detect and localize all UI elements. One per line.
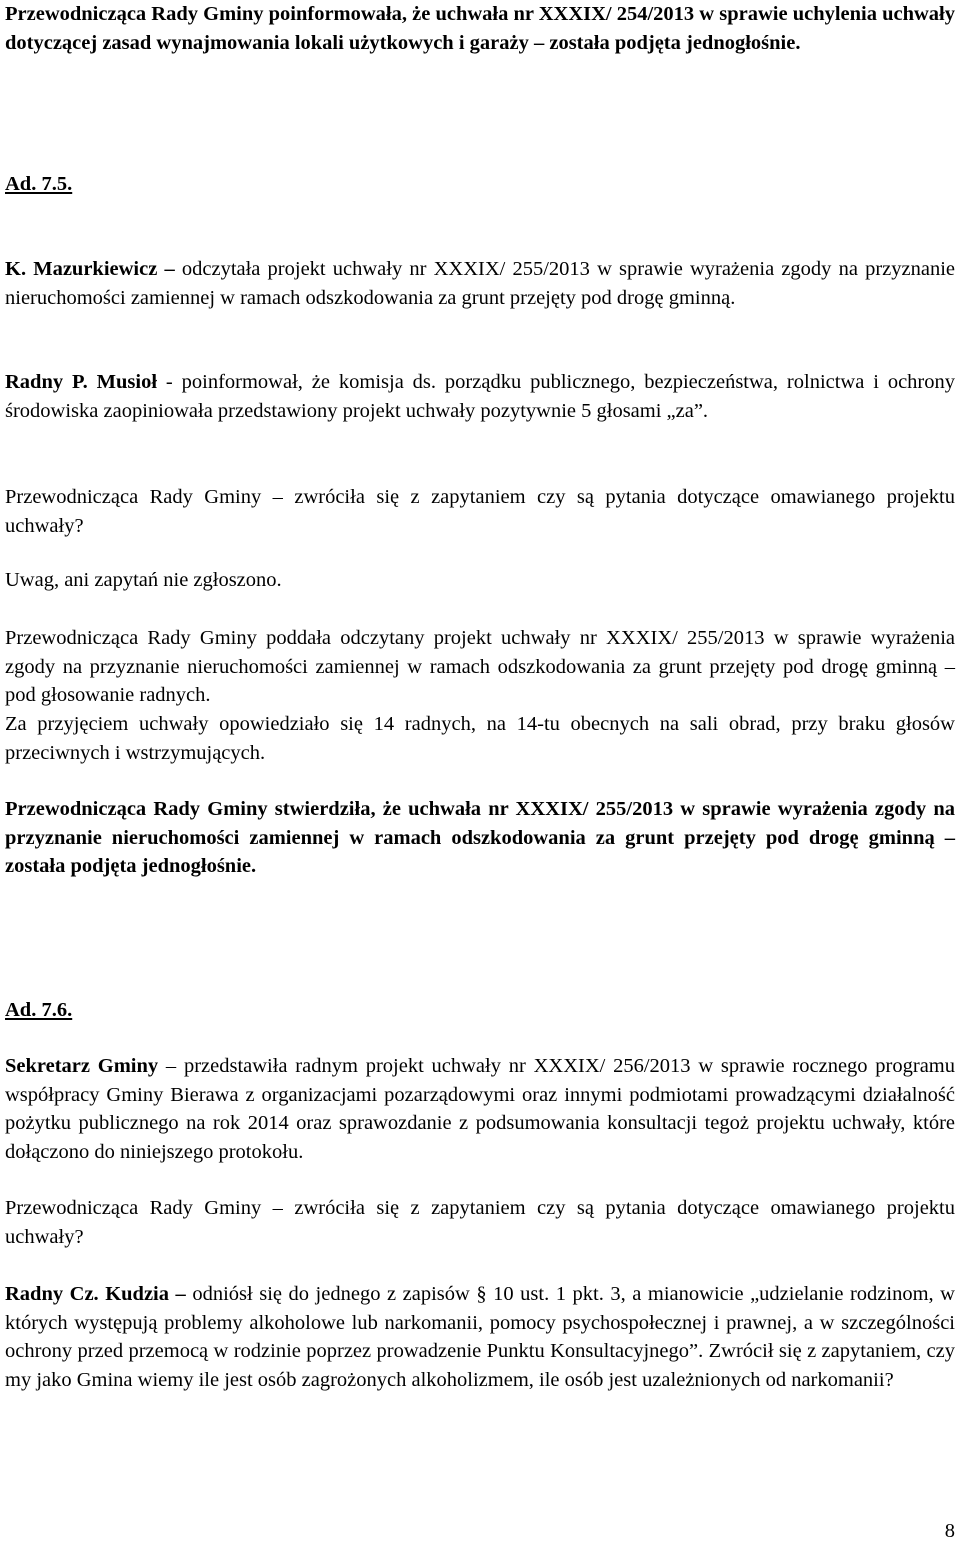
speaker-kudzia: Radny Cz. Kudzia – xyxy=(5,1283,186,1305)
chair-question-2-text: Przewodnicząca Rady Gminy – zwróciła się z zapytaniem czy są pytania dotyczące omawianego projektu uchwały? xyxy=(5,1197,955,1248)
heading-ad-7-5 xyxy=(5,170,955,199)
chair-question-1-text: Przewodnicząca Rady Gminy – zwróciła się z zapytaniem czy są pytania dotyczące omawianego projektu uchwały? xyxy=(5,486,955,537)
page-number: 8 xyxy=(944,1520,955,1542)
paragraph-musiol xyxy=(5,368,955,425)
vote-submission-text: Przewodnicząca Rady Gminy poddała odczytany projekt uchwały nr XXXIX/ 255/2013 w sprawie wyrażenia zgody na przyznanie nieruchomości zamiennej w ramach odszkodowania za grunt przejęty pod drogę gminną – pod głosowanie radnych. xyxy=(5,627,955,706)
secretary-text: – przedstawiła radnym projekt uchwały nr XXXIX/ 256/2013 w sprawie rocznego programu współpracy Gminy Bierawa z organizacjami pozarządowymi oraz innymi podmiotami prowadzącymi działalność pożytku publicznego na rok 2014 oraz sprawozdanie z podsumowania konsultacji tegoż projektu uchwały, które dołączono do niniejszego protokołu. xyxy=(5,1055,956,1163)
vote-result-text: Za przyjęciem uchwały opowiedziało się 14 radnych, na 14-tu obecnych na sali obrad, przy braku głosów przeciwnych i wstrzymujących. xyxy=(5,713,955,764)
heading-ad-7-6-text: Ad. 7.6. xyxy=(5,999,73,1021)
paragraph-no-remarks xyxy=(5,566,955,595)
paragraph-chair-question-1 xyxy=(5,483,955,540)
no-remarks-text: Uwag, ani zapytań nie zgłoszono. xyxy=(5,569,282,591)
paragraph-resolution-254 xyxy=(5,0,955,57)
paragraph-vote-result xyxy=(5,710,955,767)
mazurkiewicz-text: odczytała projekt uchwały nr XXXIX/ 255/2013 w sprawie wyrażenia zgody na przyznanie nieruchomości zamiennej w ramach odszkodowania za grunt przejęty pod drogę gminną. xyxy=(5,258,955,309)
paragraph-mazurkiewicz xyxy=(5,255,955,312)
paragraph-kudzia xyxy=(5,1280,955,1394)
speaker-secretary: Sekretarz Gminy xyxy=(5,1055,159,1077)
resolution-255-text: Przewodnicząca Rady Gminy stwierdziła, że uchwała nr XXXIX/ 255/2013 w sprawie wyrażenia zgody na przyznanie nieruchomości zamiennej w ramach odszkodowania za grunt przejęty pod drogę gminną – została podjęta jednogłośnie. xyxy=(5,798,955,877)
paragraph-chair-question-2 xyxy=(5,1194,955,1251)
paragraph-vote-submission xyxy=(5,624,955,710)
speaker-musiol: Radny P. Musioł xyxy=(5,371,158,393)
kudzia-text: odniósł się do jednego z zapisów § 10 ust. 1 pkt. 3, a mianowicie „udzielanie rodzinom, w których występują problemy alkoholowe lub narkomanii, pomocy psychospołecznej i prawnej, a w szczególności ochrony przed przemocą w rodzinie poprzez prowadzenie Punktu Konsultacyjnego”. Zwrócił się z zapytaniem, czy my jako Gmina wiemy ile jest osób zagrożonych alkoholizmem, ile osób jest uzależnionych od narkomanii? xyxy=(5,1283,955,1391)
heading-ad-7-6 xyxy=(5,996,955,1025)
speaker-mazurkiewicz: K. Mazurkiewicz – xyxy=(5,258,175,280)
heading-ad-7-5-text: Ad. 7.5. xyxy=(5,173,73,195)
musiol-text: - poinformował, że komisja ds. porządku publicznego, bezpieczeństwa, rolnictwa i ochrony środowiska zaopiniowała przedstawiony projekt uchwały pozytywnie 5 głosami „za”. xyxy=(5,371,955,422)
resolution-254-text: Przewodnicząca Rady Gminy poinformowała, że uchwała nr XXXIX/ 254/2013 w sprawie uchylenia uchwały dotyczącej zasad wynajmowania lokali użytkowych i garaży – została podjęta jednogłośnie. xyxy=(5,3,956,54)
paragraph-resolution-255 xyxy=(5,795,955,881)
paragraph-secretary xyxy=(5,1052,955,1166)
